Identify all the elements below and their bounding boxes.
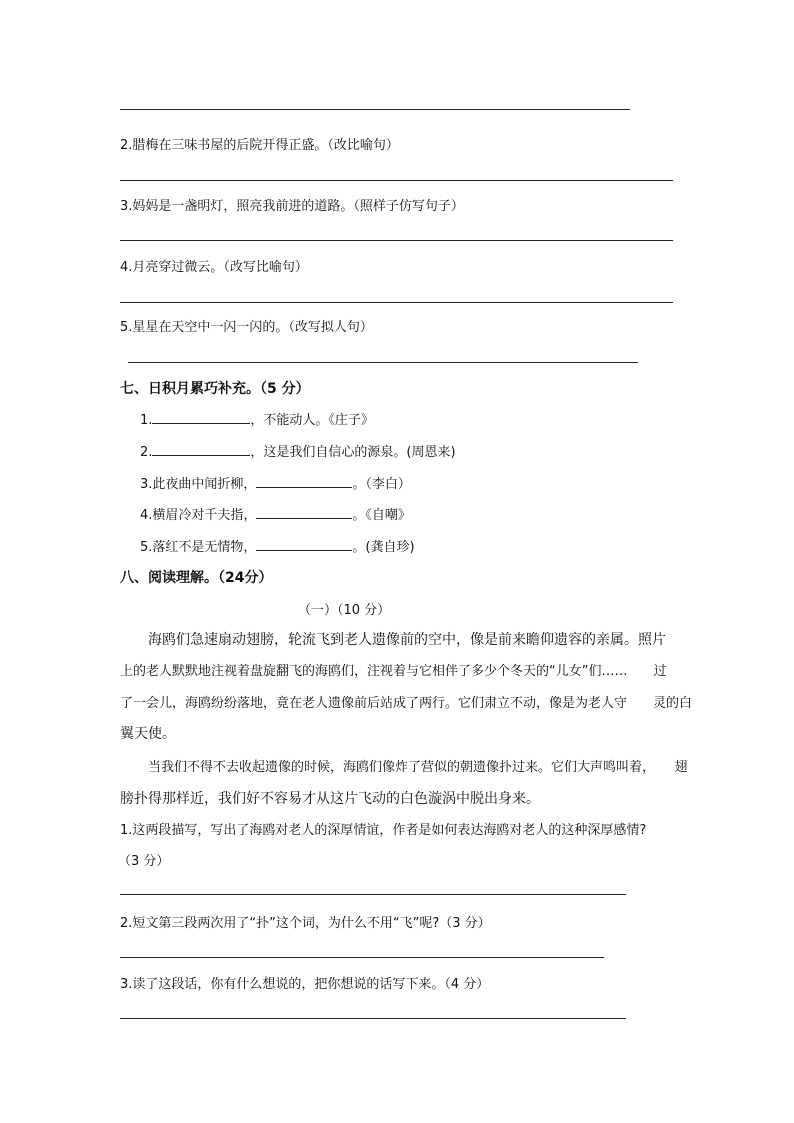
fill-item-5 [140, 536, 415, 555]
section-8-heading: 八、阅读理解。（24分） [120, 570, 273, 586]
fill-item-3-pre: 3.此夜曲中闻折柳， [140, 477, 257, 492]
passage-line-4: 翼天使。 [120, 726, 176, 742]
fill-item-5-post: 。(龚自珍) [352, 540, 415, 555]
fill-blank-4[interactable] [256, 506, 352, 519]
answer-line-6[interactable] [120, 894, 626, 895]
fill-item-1-post: ，不能动人。《庄子》 [250, 413, 374, 428]
passage-line-5: 当我们不得不去收起遗像的时候，海鸥们像炸了营似的朝遗像扑过来。它们大声鸣叫着， 翅 [148, 760, 688, 775]
reading-question-3: 3.读了这段话，你有什么想说的，把你想说的话写下来。（4 分） [120, 977, 490, 992]
fill-item-4-post: 。《自嘲》 [352, 508, 411, 523]
question-6-4: 4.月亮穿过微云。（改写比喻句） [120, 260, 308, 275]
fill-item-3 [140, 473, 411, 492]
passage-line-2: 上的老人默默地注视着盘旋翻飞的海鸥们，注视着与它相伴了多少个冬天的“儿女”们…… 过 [120, 664, 667, 679]
reading-question-1: 1.这两段描写，写出了海鸥对老人的深厚情谊，作者是如何表达海鸥对老人的这种深厚感情? [120, 823, 647, 838]
answer-line-7[interactable] [120, 957, 604, 958]
fill-item-2 [140, 441, 456, 460]
passage-subheading: （一）（10 分） [298, 603, 391, 618]
answer-line-5[interactable] [128, 362, 638, 363]
fill-item-5-pre: 5.落红不是无情物， [140, 540, 257, 555]
fill-item-1-pre: 1. [140, 413, 153, 428]
answer-line-4[interactable] [120, 302, 673, 303]
fill-item-1 [140, 409, 374, 428]
question-6-2: 2.腊梅在三味书屋的后院开得正盛。（改比喻句） [120, 138, 399, 153]
fill-item-4-pre: 4.横眉冷对千夫指， [140, 508, 257, 523]
fill-item-2-post: ，这是我们自信心的源泉。(周恩来) [250, 445, 456, 460]
answer-line-2[interactable] [120, 180, 673, 181]
answer-line-3[interactable] [120, 240, 673, 241]
section-7-heading: 七、日积月累巧补充。（5 分） [120, 381, 310, 397]
fill-blank-3[interactable] [256, 475, 352, 488]
passage-line-6: 膀扑得那样近，我们好不容易才从这片飞动的白色漩涡中脱出身来。 [120, 791, 540, 807]
question-6-5: 5.星星在天空中一闪一闪的。（改写拟人句） [120, 320, 373, 335]
fill-item-2-pre: 2. [140, 445, 153, 460]
answer-line-8[interactable] [120, 1018, 626, 1019]
question-6-3: 3.妈妈是一盏明灯，照亮我前进的道路。（照样子仿写句子） [120, 199, 464, 214]
reading-question-2: 2.短文第三段两次用了“扑”这个词，为什么不用“飞”呢?（3 分） [120, 916, 491, 931]
fill-blank-2[interactable] [152, 443, 250, 456]
fill-blank-1[interactable] [152, 411, 250, 424]
fill-blank-5[interactable] [256, 538, 352, 551]
passage-line-1: 海鸥们急速扇动翅膀，轮流飞到老人遗像前的空中，像是前来瞻仰遗容的亲属。照片 [148, 632, 666, 648]
reading-question-1-score: （3 分） [118, 854, 170, 869]
passage-line-3: 了一会儿，海鸥纷纷落地，竟在老人遗像前后站成了两行。它们肃立不动，像是为老人守 灵的白 [120, 696, 693, 711]
fill-item-3-post: 。（李白） [352, 477, 411, 492]
answer-line-1[interactable] [120, 109, 630, 110]
fill-item-4 [140, 504, 411, 523]
